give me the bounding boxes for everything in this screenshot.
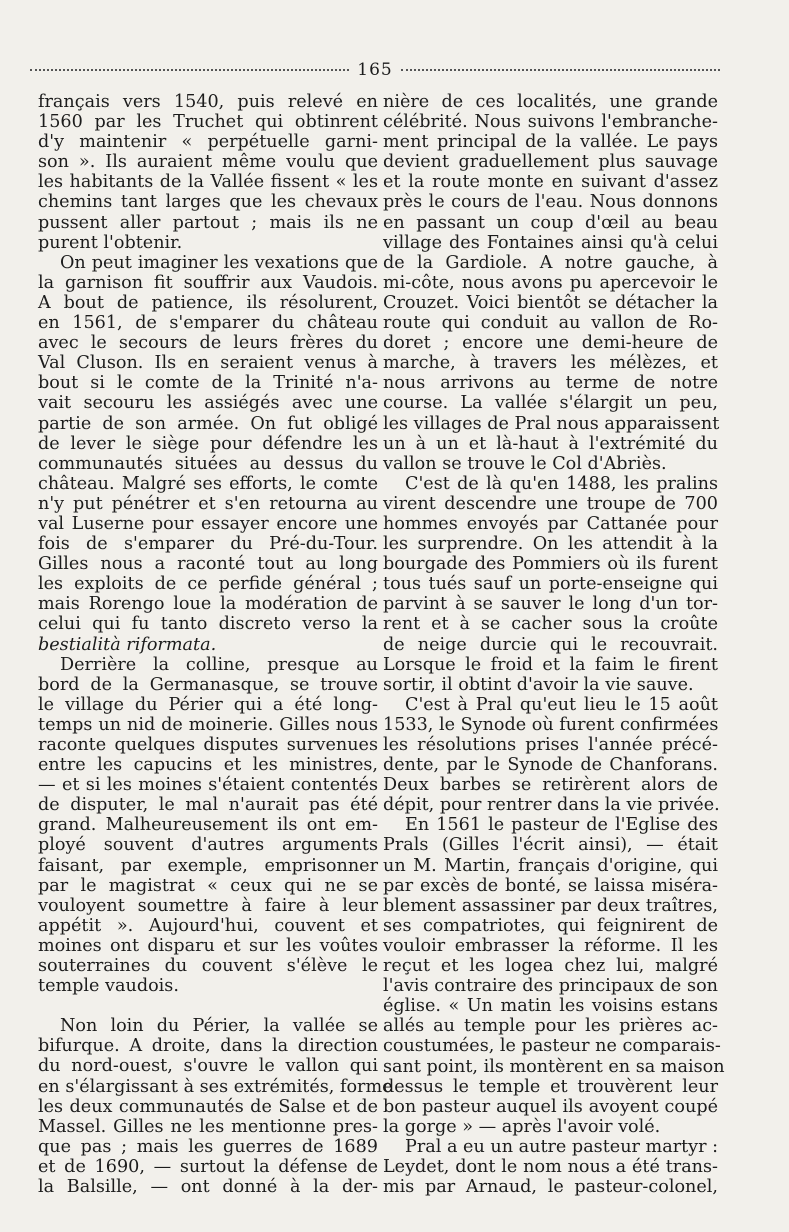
text-line: temple vaudois. xyxy=(38,976,179,997)
text-line: ployé souvent d'autres arguments xyxy=(38,835,378,856)
text-line: A bout de patience, ils résolurent, xyxy=(38,292,378,313)
text-line: En 1561 le pasteur de l'Eglise des xyxy=(405,815,718,836)
text-line: en 1561, de s'emparer du château xyxy=(38,313,378,334)
text-line: — et si les moines s'étaient contentés xyxy=(38,775,378,796)
text-line: vait secouru les assiégés avec une xyxy=(38,393,378,414)
left-column xyxy=(38,92,393,1197)
text-line: sant point, ils montèrent en sa maison xyxy=(383,1056,725,1077)
text-line: en s'élargissant à ses extrémités, forme xyxy=(38,1076,393,1097)
text-line: dépit, pour rentrer dans la vie privée. xyxy=(383,795,720,816)
text-line: vallon se trouve le Col d'Abriès. xyxy=(383,453,667,474)
text-line: grand. Malheureusement ils ont em- xyxy=(38,815,378,836)
text-line: pussent aller partout ; mais ils ne xyxy=(38,212,378,233)
text-line: bifurque. A droite, dans la direction xyxy=(38,1036,378,1057)
text-line: en passant un coup d'œil au beau xyxy=(383,212,718,233)
text-line: rent et à se cacher sous la croûte xyxy=(383,614,718,635)
text-line: celui qui fu tanto discreto verso la xyxy=(38,614,378,635)
text-line: nous arrivons au terme de notre xyxy=(383,373,718,394)
text-line: faisant, par exemple, emprisonner xyxy=(38,855,378,876)
text-line: reçut et les logea chez lui, malgré xyxy=(383,956,718,977)
text-line: ses compatriotes, qui feignirent de xyxy=(383,915,718,936)
text-line: Val Cluson. Ils en seraient venus à xyxy=(38,353,378,374)
text-line: C'est de là qu'en 1488, les pralins xyxy=(405,473,718,494)
text-line: virent descendre une troupe de 700 xyxy=(383,493,718,514)
text-line: la garnison fit souffrir aux Vaudois. xyxy=(38,272,378,293)
text-line: C'est à Pral qu'eut lieu le 15 août xyxy=(405,694,718,715)
text-line: hommes envoyés par Cattanée pour xyxy=(383,513,718,534)
text-line: un M. Martin, français d'origine, qui xyxy=(383,855,718,876)
text-line: Crouzet. Voici bientôt se détacher la xyxy=(383,292,718,313)
text-line: Pral a eu un autre pasteur martyr : xyxy=(405,1136,719,1157)
text-line: la gorge » — après l'avoir volé. xyxy=(383,1116,661,1137)
text-line: que pas ; mais les guerres de 1689 xyxy=(38,1136,378,1157)
text-line: partie de son armée. On fut obligé xyxy=(38,413,378,434)
text-line: de la Gardiole. A notre gauche, à xyxy=(383,252,718,273)
text-line: avec le secours de leurs frères du xyxy=(38,333,378,354)
text-line: marche, à travers les mélèzes, et xyxy=(383,353,718,374)
text-line: ment principal de la vallée. Le pays xyxy=(383,132,718,153)
text-line: Leydet, dont le nom nous a été trans- xyxy=(383,1156,718,1177)
text-line: blement assassiner par deux traîtres, xyxy=(383,895,718,916)
text-line: les exploits de ce perfide général ; xyxy=(38,574,378,595)
text-line: appétit ». Aujourd'hui, couvent et xyxy=(38,915,378,936)
text-line: devient graduellement plus sauvage xyxy=(383,152,718,173)
header-rule-left xyxy=(30,69,349,71)
text-line: d'y maintenir « perpétuelle garni- xyxy=(38,132,378,153)
text-line: sortir, il obtint d'avoir la vie sauve. xyxy=(383,674,694,695)
text-line: les deux communautés de Salse et de xyxy=(38,1096,378,1117)
text-line: coustumées, le pasteur ne comparais- xyxy=(383,1036,721,1057)
text-line: les villages de Pral nous apparaissent xyxy=(383,413,720,434)
text-line: dente, par le Synode de Chanforans. xyxy=(383,755,718,776)
text-line: dessus le temple et trouvèrent leur xyxy=(383,1076,718,1097)
text-line: doret ; encore une demi-heure de xyxy=(383,333,718,354)
text-line: un à un et là-haut à l'extrémité du xyxy=(383,433,718,454)
text-line: course. La vallée s'élargit un peu, xyxy=(383,393,718,414)
text-line: bestialità riformata. xyxy=(38,634,217,655)
text-line: parvint à se sauver le long d'un tor- xyxy=(383,594,718,615)
text-line: Gilles nous a raconté tout au long xyxy=(38,554,378,575)
text-line: n'y put pénétrer et s'en retourna au xyxy=(38,493,378,514)
text-line: raconte quelques disputes survenues xyxy=(38,735,378,755)
text-line: Deux barbes se retirèrent alors de xyxy=(383,775,718,796)
text-line: château. Malgré ses efforts, le comte xyxy=(38,473,378,494)
text-line: vouloir embrasser la réforme. Il les xyxy=(383,935,718,956)
text-line: Prals (Gilles l'écrit ainsi), — était xyxy=(383,835,718,856)
text-line: 1560 par les Truchet qui obtinrent xyxy=(38,112,378,133)
text-line: bord de la Germanasque, se trouve xyxy=(38,674,378,695)
text-line: temps un nid de moinerie. Gilles nous xyxy=(38,714,378,735)
text-line: célébrité. Nous suivons l'embranche- xyxy=(383,112,718,133)
text-line: le village du Périer qui a été long- xyxy=(38,694,378,715)
text-line: Non loin du Périer, la vallée se xyxy=(60,1016,378,1037)
text-line: de neige durcie qui le recouvrait. xyxy=(383,634,718,655)
text-line: du nord-ouest, s'ouvre le vallon qui xyxy=(38,1056,378,1077)
text-line: bon pasteur auquel ils avoyent coupé xyxy=(383,1096,718,1117)
text-line: de lever le siège pour défendre les xyxy=(38,433,378,454)
text-line: et de 1690, — surtout la défense de xyxy=(38,1156,378,1177)
text-line: purent l'obtenir. xyxy=(38,232,183,253)
text-line: nière de ces localités, une grande xyxy=(383,92,718,112)
text-line: église. « Un matin les voisins estans xyxy=(383,996,718,1017)
text-line: val Luserne pour essayer encore une xyxy=(38,513,378,534)
text-line: 1533, le Synode où furent confirmées xyxy=(383,714,719,735)
text-line: son ». Ils auraient même voulu que xyxy=(38,152,378,173)
text-line: chemins tant larges que les chevaux xyxy=(38,192,378,213)
text-line: et la route monte en suivant d'assez xyxy=(383,172,718,193)
text-line: Derrière la colline, presque au xyxy=(60,654,378,675)
text-line: village des Fontaines ainsi qu'à celui xyxy=(383,232,718,253)
header-rule-right xyxy=(401,69,720,71)
text-line: entre les capucins et les ministres, xyxy=(38,755,378,776)
text-line: les habitants de la Vallée fissent « les xyxy=(38,172,378,193)
text-line: les résolutions prises l'année précé- xyxy=(383,735,718,755)
text-line: bout si le comte de la Trinité n'a- xyxy=(38,373,378,394)
page-number: 165 xyxy=(357,60,393,80)
text-line: tous tués sauf un porte-enseigne qui xyxy=(383,574,718,595)
text-line: près le cours de l'eau. Nous donnons xyxy=(383,192,718,213)
text-line: On peut imaginer les vexations que xyxy=(60,252,378,273)
section-separator xyxy=(38,996,378,1016)
text-line: par excès de bonté, se laissa miséra- xyxy=(383,875,718,896)
text-line: mi-côte, nous avons pu apercevoir le xyxy=(383,272,718,293)
right-column xyxy=(383,92,725,1198)
text-line: Lorsque le froid et la faim le firent xyxy=(383,654,718,675)
text-line: fois de s'emparer du Pré-du-Tour. xyxy=(38,534,378,555)
text-line: vouloyent soumettre à faire à leur xyxy=(38,895,378,916)
text-line: mis par Arnaud, le pasteur-colonel, xyxy=(383,1177,718,1198)
text-line: allés au temple pour les prières ac- xyxy=(383,1016,718,1037)
text-line: la Balsille, — ont donné à la der- xyxy=(38,1176,378,1197)
text-line: bourgade des Pommiers où ils furent xyxy=(383,554,718,575)
text-line: route qui conduit au vallon de Ro- xyxy=(383,313,718,334)
text-line: communautés situées au dessus du xyxy=(38,453,378,474)
text-line: mais Rorengo loue la modération de xyxy=(38,594,378,615)
text-line: par le magistrat « ceux qui ne se xyxy=(38,875,378,896)
text-line: les surprendre. On les attendit à la xyxy=(383,534,718,555)
text-line: l'avis contraire des principaux de son xyxy=(383,976,718,997)
text-line: souterraines du couvent s'élève le xyxy=(38,956,378,977)
text-line: Massel. Gilles ne les mentionne pres- xyxy=(38,1116,378,1137)
page-header xyxy=(30,58,720,82)
text-line: moines ont disparu et sur les voûtes xyxy=(38,935,378,956)
text-line: de disputer, le mal n'aurait pas été xyxy=(38,795,378,816)
text-line: français vers 1540, puis relevé en xyxy=(38,92,378,112)
